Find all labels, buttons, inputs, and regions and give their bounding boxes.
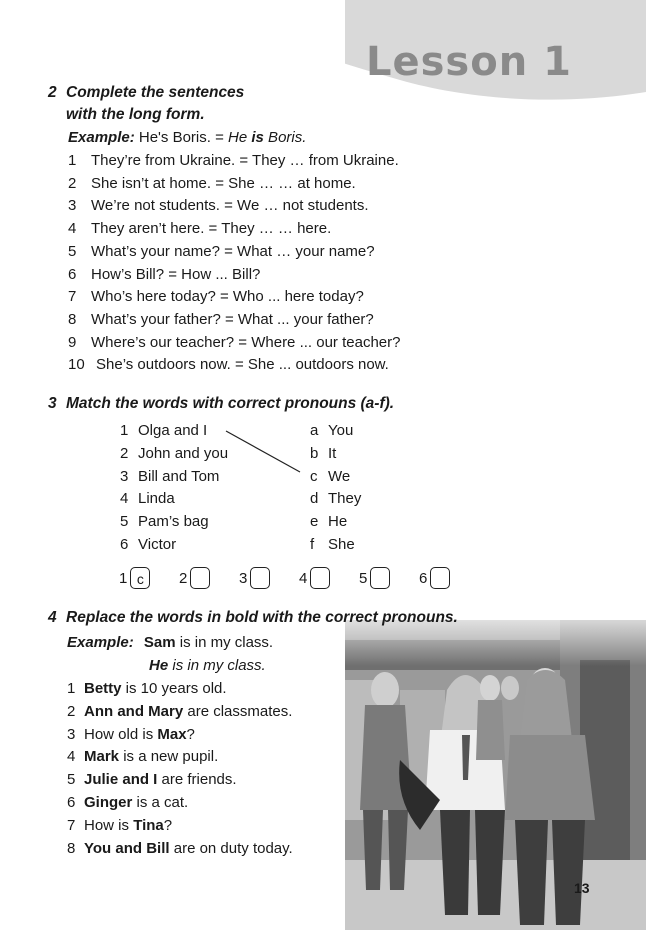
item-number: 6 <box>68 265 77 283</box>
sentence-post: are friends. <box>157 771 237 789</box>
example-bold: Sam <box>143 634 176 651</box>
bold-words: Ginger <box>84 794 133 811</box>
example-answer: He is Boris. <box>228 129 307 146</box>
task4-heading <box>48 607 458 628</box>
item-number: 10 <box>68 356 85 374</box>
item-number: 9 <box>68 333 77 351</box>
item-number: 4 <box>67 748 76 766</box>
pronoun-text: It <box>328 444 337 462</box>
pronoun-text: She <box>328 536 355 553</box>
item-text: Pam’s bag <box>138 513 209 531</box>
item-text: Victor <box>138 536 177 553</box>
sentence-post: are on duty today. <box>169 839 293 857</box>
item-number: 1 <box>67 680 76 697</box>
pronoun-text: He <box>328 513 348 531</box>
answer-number: 4 <box>299 569 308 587</box>
task2-number: 2 <box>48 84 57 101</box>
answer-box[interactable] <box>250 567 270 589</box>
task4-example <box>67 633 273 653</box>
pronoun-text: They <box>328 490 362 508</box>
bold-words: Julie and I <box>84 771 158 789</box>
pronoun-text: We <box>328 467 351 485</box>
answer-slot <box>359 567 390 589</box>
answer-slot <box>419 567 450 589</box>
item-number: 4 <box>120 490 129 508</box>
answer-box[interactable] <box>310 567 330 589</box>
bold-words: Ann and Mary <box>84 702 184 720</box>
sentence-post: is a new pupil. <box>119 748 219 766</box>
answer-box[interactable] <box>370 567 390 589</box>
answer-slot <box>299 567 330 589</box>
sentence-text: Who’s here today? = Who ... here today? <box>91 288 364 306</box>
bold-words: Mark <box>84 748 120 766</box>
example-rest: is in my class. <box>175 634 274 651</box>
task3-number: 3 <box>48 395 57 412</box>
item-number: 3 <box>120 467 129 485</box>
item-number: 1 <box>68 152 77 169</box>
item-number: 6 <box>67 794 76 811</box>
answer-slot <box>179 567 210 589</box>
sentence-text: She isn’t at home. = She … … at home. <box>91 174 356 192</box>
sentence-post: ? <box>163 816 173 834</box>
bold-words: Tina <box>133 816 164 834</box>
answer-number: 3 <box>239 569 248 587</box>
task4-example-answer: He is in my class. <box>149 657 266 674</box>
sentence-text: They’re from Ukraine. = They … from Ukraine. <box>91 152 399 169</box>
bold-words: Betty <box>84 680 122 697</box>
item-number: 2 <box>120 444 129 462</box>
sentence-post: is a cat. <box>132 794 189 811</box>
bold-words: You and Bill <box>84 839 170 857</box>
item-number: 2 <box>68 174 77 192</box>
answer-box[interactable]: c <box>130 567 150 589</box>
task2-heading-line2: with the long form. <box>66 106 205 123</box>
item-number: 6 <box>120 536 129 553</box>
item-number: 4 <box>68 220 77 238</box>
task4-sentence <box>67 679 227 699</box>
sentence-post: are classmates. <box>183 702 293 720</box>
sentence-pre: How is <box>84 816 134 834</box>
task4-sentence <box>67 770 237 790</box>
item-text: John and you <box>138 444 229 462</box>
sentence-text: What’s your name? = What … your name? <box>91 242 375 260</box>
item-number: 3 <box>68 197 77 215</box>
item-number: 5 <box>120 513 129 531</box>
item-letter: e <box>310 513 319 531</box>
task4-heading-text: Replace the words in bold with the correct pronouns. <box>66 609 458 626</box>
task4-sentence <box>67 839 293 859</box>
item-number: 5 <box>67 771 76 789</box>
item-letter: c <box>310 467 318 485</box>
sentence-text: They aren’t here. = They … … here. <box>91 220 332 238</box>
item-text: Bill and Tom <box>138 467 220 485</box>
item-text: Olga and I <box>138 422 208 439</box>
item-letter: d <box>310 490 319 508</box>
bold-words: Max <box>157 725 187 743</box>
page-number: 13 <box>574 880 590 896</box>
task4-sentence <box>67 793 188 813</box>
example-text: He's Boris. = <box>138 129 229 146</box>
item-letter: a <box>310 422 319 439</box>
item-number: 5 <box>68 242 77 260</box>
item-number: 7 <box>68 288 77 306</box>
item-letter: b <box>310 444 319 462</box>
example-label: Example: <box>67 634 134 651</box>
answer-slot <box>119 567 150 589</box>
answer-number: 5 <box>359 569 368 587</box>
task4-number: 4 <box>48 609 57 626</box>
pronoun-text: You <box>328 422 354 439</box>
item-text: Linda <box>138 490 175 508</box>
item-number: 8 <box>67 839 76 857</box>
sentence-text: She’s outdoors now. = She ... outdoors now. <box>96 356 389 374</box>
sentence-text: How’s Bill? = How ... Bill? <box>91 265 261 283</box>
sentence-post: is 10 years old. <box>121 680 227 697</box>
item-letter: f <box>310 536 315 553</box>
item-number: 1 <box>120 422 129 439</box>
answer-number: 6 <box>419 569 428 587</box>
sentence-pre: How old is <box>84 725 158 743</box>
answer-box[interactable] <box>430 567 450 589</box>
item-number: 3 <box>67 725 76 743</box>
sentence-post: ? <box>186 725 195 743</box>
sentence-text: We’re not students. = We … not students. <box>91 197 369 215</box>
task4-sentence <box>67 702 292 722</box>
task4-sentence <box>67 725 195 745</box>
example-label: Example: <box>68 129 135 146</box>
task4-sentence <box>67 747 218 767</box>
task4-sentence <box>67 816 172 836</box>
task2-heading-line1: Complete the sentences <box>66 84 245 101</box>
answer-box[interactable] <box>190 567 210 589</box>
sentence-text: Where’s our teacher? = Where ... our teacher? <box>91 333 401 351</box>
answer-number: 1 <box>119 569 128 587</box>
answer-number: 2 <box>179 569 188 587</box>
sentence-text: What’s your father? = What ... your father? <box>91 310 374 328</box>
item-number: 8 <box>68 310 77 328</box>
item-number: 2 <box>67 702 76 720</box>
answer-slot <box>239 567 270 589</box>
task3-heading-text: Match the words with correct pronouns (a-f). <box>66 395 395 412</box>
item-number: 7 <box>67 816 76 834</box>
